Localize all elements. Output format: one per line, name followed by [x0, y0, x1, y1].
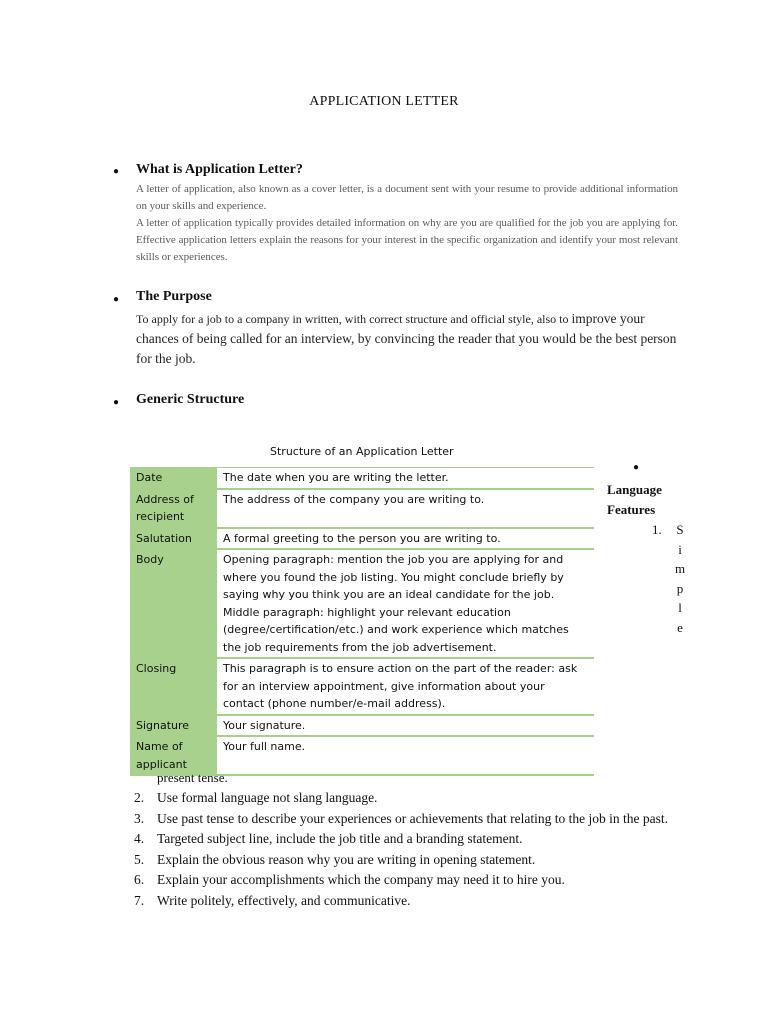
purpose-text-small: To apply for a job to a company in written, with correct structure and official style, also to	[136, 312, 572, 326]
list-number: 1.	[652, 522, 662, 537]
table-row	[130, 528, 594, 550]
list-number: 7.	[134, 892, 145, 908]
list-number: 4.	[134, 831, 145, 846]
what-paragraph-1: A letter of application, also known as a cover letter, is a document sent with your resume to provide additional information on your skills and experience.	[136, 183, 678, 212]
bullet-icon: ●	[633, 462, 640, 473]
table-row	[130, 489, 594, 528]
row-description: Your signature.	[217, 715, 594, 737]
section-heading-language: Language Features	[607, 482, 662, 517]
section-heading-structure: Generic Structure	[136, 392, 245, 407]
language-features-list	[134, 788, 694, 911]
list-text: Use formal language not slang language.	[157, 790, 378, 805]
row-description: Opening paragraph: mention the job you are applying for and where you found the job listing. You might conclude briefly by saying why you think you are an ideal candidate for the job. Middle paragraph: highlight your relevant education (degree/certification/etc.) and work experience which matches the job requirements from the job advertisement.	[217, 549, 594, 658]
row-label: Name of applicant	[130, 736, 217, 775]
vertical-letter: i	[678, 541, 682, 557]
table-row	[130, 468, 594, 489]
row-label: Address of recipient	[130, 489, 217, 528]
row-label: Date	[130, 468, 217, 489]
vertical-letter: p	[676, 580, 684, 596]
row-description: Your full name.	[217, 736, 594, 775]
vertical-letter: e	[677, 619, 683, 635]
list-text: Explain the obvious reason why you are writing in opening statement.	[157, 851, 536, 867]
vertical-letter: l	[678, 600, 682, 615]
row-description: The date when you are writing the letter.	[217, 468, 594, 489]
purpose-text-large: improve your chances of being called for an interview, by convincing the reader that you would be the best person for the job.	[136, 311, 677, 366]
row-label: Body	[130, 549, 217, 658]
table-caption: Structure of an Application Letter	[270, 445, 454, 458]
table-row	[130, 658, 594, 715]
table-row	[130, 715, 594, 737]
row-description: The address of the company you are writing to.	[217, 489, 594, 528]
section-heading-what: What is Application Letter?	[136, 162, 303, 177]
list-item	[134, 788, 694, 809]
row-label: Closing	[130, 658, 217, 715]
list-text: Targeted subject line, include the job title and a branding statement.	[157, 831, 523, 846]
list-item	[134, 891, 694, 912]
document-title: APPLICATION LETTER	[309, 94, 459, 109]
what-paragraph-2: A letter of application typically provides detailed information on why are you are qualified for the job you are applying for. Effective application letters explain the reasons for your interest in the specific organization and identify your most relevant skills or experiences.	[136, 217, 678, 263]
list-text: Write politely, effectively, and communicative.	[157, 892, 411, 908]
list-number: 2.	[134, 790, 145, 805]
list-text: Use past tense to describe your experiences or achievements that relating to the job in the past.	[157, 810, 668, 826]
vertical-word	[674, 520, 686, 637]
section-heading-purpose: The Purpose	[136, 289, 212, 304]
list-number: 3.	[134, 810, 145, 826]
table-row	[130, 549, 594, 658]
list-number: 6.	[134, 872, 145, 887]
row-label: Signature	[130, 715, 217, 737]
row-label: Salutation	[130, 528, 217, 550]
row-description: A formal greeting to the person you are writing to.	[217, 528, 594, 550]
list-number: 5.	[134, 851, 145, 867]
bullet-icon: ●	[113, 166, 120, 177]
list-item	[134, 809, 694, 830]
list-item-continuation: present tense.	[157, 770, 228, 785]
bullet-icon: ●	[113, 294, 120, 305]
list-text: Explain your accomplishments which the company may need it to hire you.	[157, 872, 565, 887]
structure-table	[130, 467, 594, 776]
purpose-paragraph	[136, 309, 681, 369]
vertical-letter: m	[674, 561, 686, 576]
list-item	[134, 829, 694, 850]
bullet-icon: ●	[113, 397, 120, 408]
what-description	[136, 181, 678, 266]
list-item	[134, 870, 694, 891]
list-item	[134, 850, 694, 871]
row-description: This paragraph is to ensure action on the part of the reader: ask for an interview appointment, give information about your contact (phone number/e-mail address).	[217, 658, 594, 715]
vertical-letter: S	[676, 522, 684, 537]
